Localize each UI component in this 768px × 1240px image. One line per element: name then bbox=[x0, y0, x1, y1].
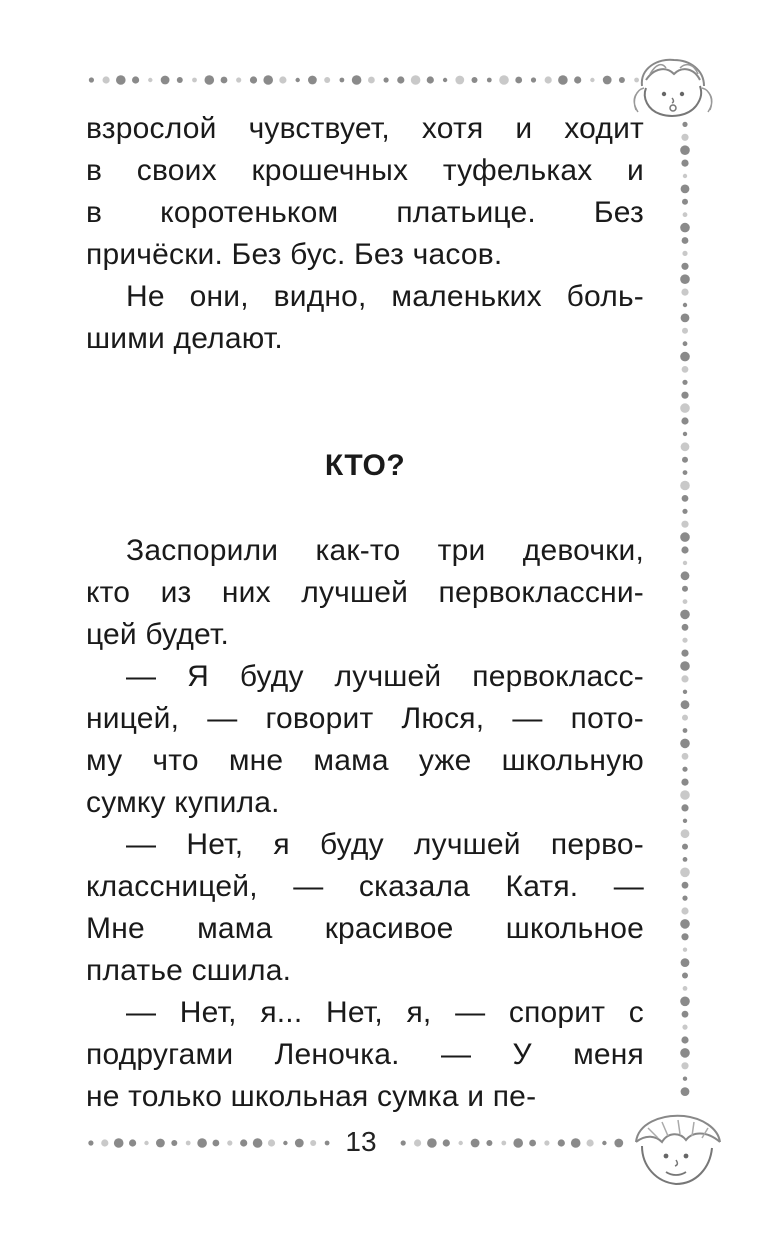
bottom-right-dot-border bbox=[396, 1133, 626, 1153]
border-dot bbox=[529, 1140, 536, 1147]
text-line: ницей, — говорит Люся, — пото- bbox=[86, 702, 644, 735]
border-dot bbox=[680, 481, 690, 491]
border-dot bbox=[682, 973, 688, 979]
border-dot bbox=[682, 495, 689, 502]
border-dot bbox=[515, 77, 522, 84]
text-line: цей будет. bbox=[86, 618, 230, 651]
text-line: — Нет, я... Нет, я, — спорит с bbox=[126, 996, 644, 1029]
border-dot bbox=[486, 1140, 492, 1146]
border-dot bbox=[459, 1141, 463, 1145]
border-dot bbox=[144, 1141, 148, 1145]
border-dot bbox=[683, 728, 688, 733]
border-dot bbox=[236, 77, 241, 82]
border-dot bbox=[340, 78, 345, 83]
border-dot bbox=[681, 392, 688, 399]
border-dot bbox=[682, 1011, 689, 1018]
border-dot bbox=[681, 442, 690, 451]
border-dot bbox=[682, 586, 688, 592]
border-dot bbox=[283, 1141, 287, 1145]
border-dot bbox=[683, 599, 688, 604]
border-dot bbox=[680, 352, 690, 362]
border-dot bbox=[681, 933, 688, 940]
border-dot bbox=[680, 274, 690, 284]
border-dot bbox=[680, 739, 690, 749]
border-dot bbox=[681, 650, 688, 657]
border-dot bbox=[571, 1138, 581, 1148]
continued-text bbox=[86, 108, 644, 360]
border-dot bbox=[443, 1139, 450, 1146]
border-dot bbox=[545, 76, 552, 83]
border-dot bbox=[177, 77, 183, 83]
border-dot bbox=[310, 1140, 316, 1146]
border-dot bbox=[116, 75, 126, 85]
border-dot bbox=[156, 1139, 165, 1148]
border-dot bbox=[101, 1139, 108, 1146]
border-dot bbox=[682, 896, 687, 901]
border-dot bbox=[682, 638, 687, 643]
text-line: сумку купила. bbox=[86, 786, 280, 819]
border-dot bbox=[114, 1138, 124, 1148]
border-dot bbox=[558, 1139, 565, 1146]
border-dot bbox=[682, 237, 689, 244]
border-dot bbox=[682, 366, 689, 373]
story-text bbox=[86, 530, 644, 1118]
text-line: Заспорили как-то три девочки, bbox=[126, 534, 644, 567]
text-line: в своих крошечных туфельках и bbox=[86, 154, 644, 187]
border-dot bbox=[680, 1048, 690, 1058]
border-dot bbox=[681, 779, 688, 786]
border-dot bbox=[683, 174, 687, 178]
border-dot bbox=[263, 75, 273, 85]
border-dot bbox=[268, 1139, 275, 1146]
border-dot bbox=[682, 251, 687, 256]
border-dot bbox=[681, 804, 688, 811]
border-dot bbox=[683, 303, 687, 307]
border-dot bbox=[132, 76, 139, 83]
border-dot bbox=[325, 1141, 330, 1146]
border-dot bbox=[397, 76, 404, 83]
border-dot bbox=[197, 1138, 207, 1148]
text-line: кто из них лучшей первоклассни- bbox=[86, 576, 644, 609]
border-dot bbox=[681, 829, 690, 838]
border-dot bbox=[680, 532, 690, 542]
border-dot bbox=[161, 76, 170, 85]
border-dot bbox=[682, 457, 688, 463]
border-dot bbox=[544, 1140, 549, 1145]
border-dot bbox=[680, 790, 690, 800]
border-dot bbox=[683, 561, 687, 565]
border-dot bbox=[681, 314, 690, 323]
border-dot bbox=[681, 160, 688, 167]
border-dot bbox=[681, 521, 688, 528]
border-dot bbox=[296, 78, 300, 82]
border-dot bbox=[501, 1141, 506, 1146]
text-line: не только школьная сумка и пе- bbox=[86, 1080, 537, 1113]
border-dot bbox=[250, 76, 257, 83]
border-dot bbox=[680, 661, 690, 671]
border-dot bbox=[574, 76, 581, 83]
border-dot bbox=[680, 868, 690, 878]
border-dot bbox=[614, 1139, 623, 1148]
border-dot bbox=[308, 76, 317, 85]
border-dot bbox=[683, 341, 688, 346]
border-dot bbox=[680, 145, 690, 155]
text-line: шими делают. bbox=[86, 322, 283, 355]
border-dot bbox=[443, 78, 447, 82]
border-dot bbox=[683, 432, 687, 436]
text-line: причёски. Без бус. Без часов. bbox=[86, 238, 503, 271]
border-dot bbox=[619, 77, 625, 83]
border-dot bbox=[324, 77, 330, 83]
border-dot bbox=[681, 263, 688, 270]
border-dot bbox=[682, 328, 688, 334]
border-dot bbox=[681, 958, 690, 967]
text-line: Не они, видно, маленьких боль- bbox=[126, 280, 644, 313]
border-dot bbox=[681, 546, 688, 553]
border-dot bbox=[186, 1141, 191, 1146]
border-dot bbox=[681, 675, 688, 682]
border-dot bbox=[680, 919, 690, 929]
text-line: — Я буду лучшей первокласс- bbox=[126, 660, 644, 693]
border-dot bbox=[587, 1139, 594, 1146]
border-dot bbox=[681, 907, 688, 914]
border-dot bbox=[683, 819, 687, 823]
border-dot bbox=[681, 1036, 688, 1043]
text-line: — Нет, я буду лучшей перво- bbox=[126, 828, 644, 861]
border-dot bbox=[680, 997, 690, 1007]
border-dot bbox=[171, 1140, 177, 1146]
text-line: платье сшила. bbox=[86, 954, 292, 987]
girl-face-icon bbox=[632, 54, 714, 126]
border-dot bbox=[681, 134, 688, 141]
border-dot bbox=[427, 1138, 437, 1148]
border-dot bbox=[590, 78, 594, 82]
border-dot bbox=[513, 1138, 523, 1148]
border-dot bbox=[279, 76, 286, 83]
border-dot bbox=[352, 75, 362, 85]
border-dot bbox=[384, 77, 389, 82]
border-dot bbox=[603, 76, 612, 85]
border-dot bbox=[472, 77, 478, 83]
border-dot bbox=[487, 78, 492, 83]
text-line: в коротеньком платьице. Без bbox=[86, 196, 644, 229]
border-dot bbox=[680, 223, 690, 233]
border-dot bbox=[683, 986, 688, 991]
border-dot bbox=[89, 77, 94, 82]
border-dot bbox=[681, 289, 688, 296]
border-dot bbox=[682, 882, 689, 889]
border-dot bbox=[411, 75, 421, 85]
border-dot bbox=[681, 700, 690, 709]
border-dot bbox=[455, 76, 464, 85]
border-dot bbox=[295, 1139, 304, 1148]
border-dot bbox=[681, 1062, 688, 1069]
border-dot bbox=[192, 78, 197, 83]
border-dot bbox=[680, 610, 690, 620]
border-dot bbox=[129, 1139, 136, 1146]
border-dot bbox=[683, 690, 687, 694]
border-dot bbox=[681, 1087, 690, 1096]
border-dot bbox=[682, 767, 687, 772]
border-dot bbox=[368, 77, 375, 84]
boy-face-icon bbox=[628, 1112, 724, 1196]
border-dot bbox=[103, 76, 110, 83]
text-line: взрослой чувствует, хотя и ходит bbox=[86, 112, 644, 145]
border-dot bbox=[221, 77, 228, 84]
border-dot bbox=[683, 948, 687, 952]
border-dot bbox=[682, 509, 687, 514]
border-dot bbox=[683, 1077, 687, 1081]
page-number: 13 bbox=[345, 1126, 377, 1157]
border-dot bbox=[682, 715, 688, 721]
border-dot bbox=[681, 417, 688, 424]
border-dot bbox=[531, 77, 536, 82]
border-dot bbox=[680, 403, 690, 413]
chapter-title: КТО? bbox=[324, 449, 406, 482]
border-dot bbox=[471, 1139, 480, 1148]
border-dot bbox=[602, 1141, 606, 1145]
border-dot bbox=[213, 1140, 220, 1147]
bottom-left-dot-border bbox=[84, 1133, 334, 1153]
border-dot bbox=[681, 571, 690, 580]
border-dot bbox=[682, 753, 689, 760]
border-dot bbox=[414, 1139, 421, 1146]
border-dot bbox=[683, 857, 688, 862]
border-dot bbox=[401, 1140, 406, 1145]
border-dot bbox=[682, 380, 687, 385]
border-dot bbox=[681, 185, 690, 194]
border-dot bbox=[682, 1025, 687, 1030]
border-dot bbox=[253, 1138, 263, 1148]
text-line: классницей, — сказала Катя. — bbox=[86, 870, 644, 903]
border-dot bbox=[427, 76, 434, 83]
border-dot bbox=[205, 75, 215, 85]
border-dot bbox=[148, 78, 152, 82]
border-dot bbox=[240, 1139, 247, 1146]
right-dot-border bbox=[672, 118, 698, 1098]
text-line: му что мне мама уже школьную bbox=[86, 744, 644, 777]
border-dot bbox=[88, 1140, 93, 1145]
border-dot bbox=[683, 212, 688, 217]
border-dot bbox=[558, 75, 568, 85]
border-dot bbox=[682, 844, 688, 850]
text-line: подругами Леночка. — У меня bbox=[86, 1038, 644, 1071]
top-dot-border bbox=[84, 70, 644, 90]
border-dot bbox=[682, 624, 689, 631]
border-dot bbox=[682, 199, 688, 205]
border-dot bbox=[227, 1140, 232, 1145]
border-dot bbox=[683, 470, 688, 475]
border-dot bbox=[499, 75, 509, 85]
text-line: Мне мама красивое школьное bbox=[86, 912, 644, 945]
